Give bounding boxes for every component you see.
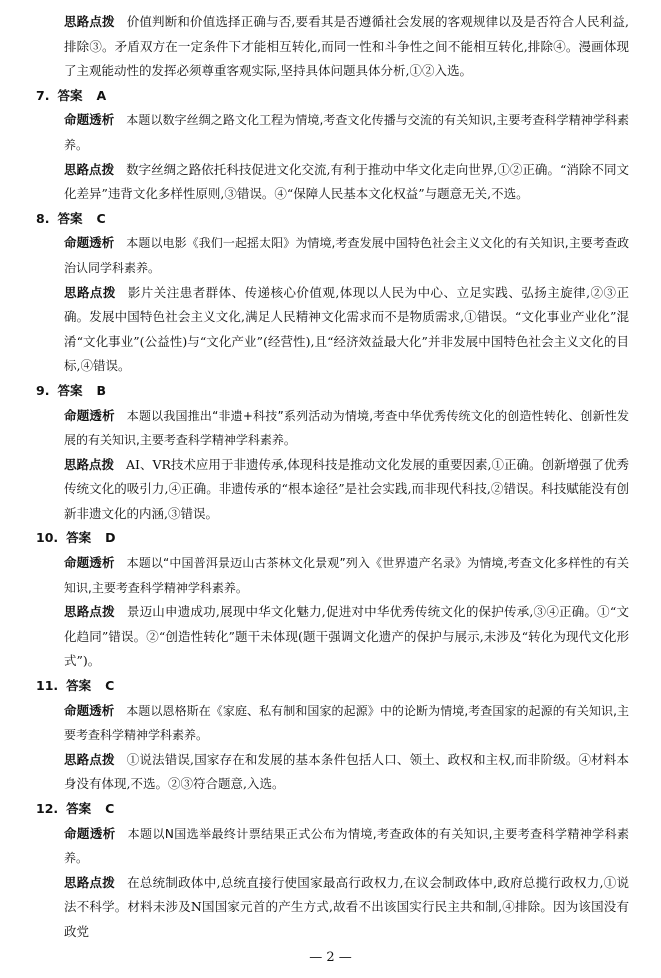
answer-line — [36, 674, 633, 699]
analysis-paragraph — [36, 551, 633, 600]
hint-text: 数字丝绸之路依托科技促进文化交流,有利于推动中华文化走向世界,①②正确。“消除不同文化差异”违背文化多样性原则,③错误。④“保障人民基本文化权益”与题意无关,不选。 — [64, 161, 629, 202]
analysis-label: 命题透析 — [64, 702, 115, 718]
answer-line — [36, 379, 633, 404]
answer-letter: C — [105, 801, 115, 816]
analysis-label: 命题透析 — [64, 825, 116, 841]
hint-label: 思路点拨 — [64, 604, 115, 620]
question-number: 11. — [36, 678, 59, 694]
analysis-paragraph — [36, 822, 633, 871]
hint-text: 影片关注患者群体、传递核心价值观,体现以人民为中心、立足实践、弘扬主旋律,②③正确。发展中国特色社会主义文化,满足人民精神文化需求而不是物质需求,①错误。“文化事业产业化”混淆“文化事业”(公益性)与“文化产业”(经营性),且“经济效益最大化”并非发展中国特色社会主义文化的目标,④错误。 — [64, 284, 629, 374]
analysis-paragraph — [36, 108, 633, 157]
answer-line — [36, 797, 633, 822]
analysis-label: 命题透析 — [64, 235, 115, 251]
hint-text: 在总统制政体中,总统直接行使国家最高行政权力,在议会制政体中,政府总揽行政权力,①说法不科学。材料未涉及N国国家元首的产生方式,故看不出该国实行民主共和制,④排除。因为该国没有政党 — [64, 874, 629, 939]
hint-text: ①说法错误,国家存在和发展的基本条件包括人口、领土、政权和主权,而非阶级。④材料本身没有体现,不选。②③符合题意,入选。 — [64, 751, 629, 792]
hint-paragraph — [36, 600, 633, 674]
hint-paragraph — [36, 748, 633, 797]
hint-label: 思路点拨 — [64, 284, 116, 300]
analysis-label: 命题透析 — [64, 407, 115, 423]
analysis-label: 命题透析 — [64, 112, 115, 128]
hint-paragraph-6 — [36, 10, 633, 84]
answer-label: 答案 — [57, 87, 83, 103]
question-7 — [36, 84, 633, 207]
analysis-paragraph — [36, 231, 633, 280]
question-8 — [36, 207, 633, 379]
hint-label: 思路点拨 — [64, 874, 116, 890]
analysis-text: 本题以电影《我们一起摇太阳》为情境,考查发展中国特色社会主义文化的有关知识,主要考查政治认同学科素养。 — [64, 236, 629, 275]
question-11 — [36, 674, 633, 797]
analysis-text: 本题以恩格斯在《家庭、私有制和国家的起源》中的论断为情境,考查国家的起源的有关知识,主要考查科学精神学科素养。 — [64, 703, 629, 743]
hint-label: 思路点拨 — [64, 751, 115, 767]
hint-text: 景迈山申遗成功,展现中华文化魅力,促进对中华优秀传统文化的保护传承,③④正确。①“文化趋同”错误。②“创造性转化”题干未体现(题干强调文化遗产的保护与展示,未涉及“转化为现代文化形式”)。 — [64, 604, 629, 669]
analysis-text: 本题以N国选举最终计票结果正式公布为情境,考查政体的有关知识,主要考查科学精神学科素养。 — [64, 826, 629, 866]
question-number: 9. — [36, 382, 50, 398]
question-number: 7. — [36, 87, 50, 103]
analysis-label: 命题透析 — [64, 555, 115, 571]
question-number: 12. — [36, 801, 59, 816]
answer-label: 答案 — [57, 210, 83, 226]
hint-label: 思路点拨 — [64, 161, 115, 177]
answer-letter: D — [105, 530, 116, 546]
answer-letter: A — [96, 87, 107, 103]
answer-letter: B — [96, 382, 106, 398]
page-number: — 2 — — [309, 950, 352, 965]
answer-label: 答案 — [57, 382, 83, 398]
hint-label: 思路点拨 — [64, 14, 115, 29]
question-number: 8. — [36, 210, 50, 226]
answer-label: 答案 — [66, 801, 92, 816]
question-9 — [36, 379, 633, 527]
hint-paragraph — [36, 453, 633, 527]
analysis-text: 本题以“中国普洱景迈山古茶林文化景观”列入《世界遗产名录》为情境,考查文化多样性的有关知识,主要考查科学精神学科素养。 — [64, 556, 629, 595]
hint-text: 价值判断和价值选择正确与否,要看其是否遵循社会发展的客观规律以及是否符合人民利益,排除③。矛盾双方在一定条件下才能相互转化,而同一性和斗争性之间不能相互转化,排除④。漫画体现了主观能动性的发挥必须尊重客观实际,坚持具体问题具体分析,①②入选。 — [64, 14, 629, 79]
answer-letter: C — [105, 678, 115, 694]
answer-line — [36, 526, 633, 551]
hint-paragraph — [36, 158, 633, 207]
hint-text: AI、VR技术应用于非遗传承,体现科技是推动文化发展的重要因素,①正确。创新增强了优秀传统文化的吸引力,④正确。非遗传承的“根本途径”是社会实践,而非现代科技,②错误。科技赋能没有创新非遗文化的内涵,③错误。 — [64, 456, 629, 521]
answer-label: 答案 — [66, 678, 92, 694]
answer-line — [36, 207, 633, 232]
hint-paragraph — [36, 281, 633, 379]
question-number: 10. — [36, 530, 59, 546]
analysis-text: 本题以我国推出“非遗+科技”系列活动为情境,考查中华优秀传统文化的创造性转化、创新性发展的有关知识,主要考查科学精神学科素养。 — [64, 408, 629, 448]
hint-paragraph — [36, 871, 633, 945]
analysis-paragraph — [36, 699, 633, 748]
question-12 — [36, 797, 633, 945]
answer-line — [36, 84, 633, 109]
analysis-paragraph — [36, 404, 633, 453]
question-10 — [36, 526, 633, 674]
analysis-text: 本题以数字丝绸之路文化工程为情境,考查文化传播与交流的有关知识,主要考查科学精神学科素养。 — [64, 113, 629, 152]
answer-letter: C — [96, 210, 106, 226]
hint-label: 思路点拨 — [64, 456, 115, 472]
answer-label: 答案 — [66, 530, 92, 546]
